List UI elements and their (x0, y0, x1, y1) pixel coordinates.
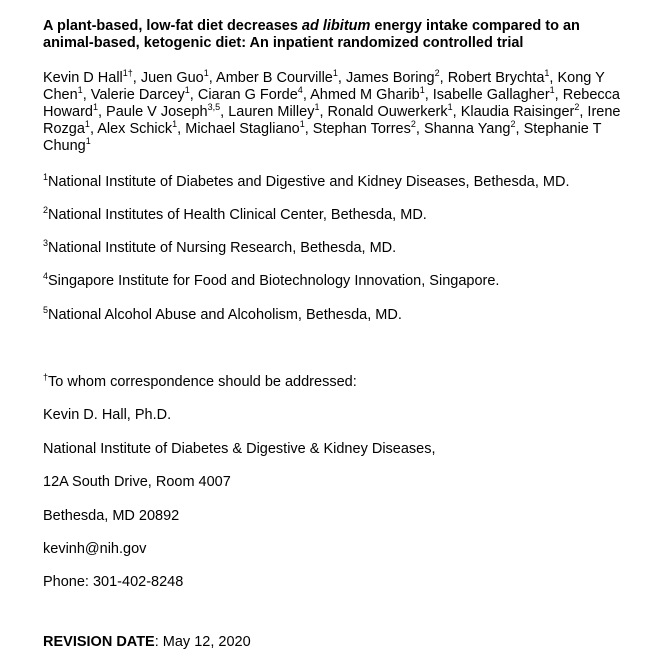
revision-separator: : (154, 634, 159, 650)
author-name: Klaudia Raisinger (460, 104, 575, 120)
correspondence-street: 12A South Drive, Room 4007 (43, 474, 231, 490)
author-name: Valerie Darcey (90, 87, 185, 103)
author-affiliation-marker: 1 (419, 85, 425, 96)
author-affiliation-marker: 2 (574, 102, 580, 113)
affiliation-marker: 2 (43, 205, 49, 216)
title-italic: ad libitum (301, 18, 371, 34)
correspondence-heading-text: To whom correspondence should be addressed: (48, 374, 357, 390)
author-name: Paule V Joseph (106, 104, 208, 120)
correspondence-institution: National Institute of Diabetes & Digestive & Kidney Diseases, (43, 441, 436, 457)
correspondence-marker: † (43, 372, 49, 383)
correspondence-email[interactable]: kevinh@nih.gov (43, 541, 147, 557)
author-name: Ronald Ouwerkerk (327, 104, 448, 120)
author (141, 70, 209, 86)
author-affiliation-marker: 1 (84, 119, 90, 130)
author-name: James Boring (345, 70, 435, 86)
author-name: Irene Rozga (43, 104, 621, 137)
title-part-1: A plant-based, low-fat diet decreases (43, 18, 302, 34)
author (216, 70, 338, 86)
author-affiliation-marker: 1 (332, 68, 338, 79)
affiliation-3 (43, 240, 396, 257)
author-affiliation-marker: 1 (544, 68, 550, 79)
affiliation-text: Singapore Institute for Food and Biotechnology Innovation, Singapore. (48, 273, 500, 289)
author (198, 87, 303, 103)
author (310, 87, 425, 103)
author-name: Rebecca Howard (43, 87, 620, 120)
author-affiliation-marker: 1 (77, 85, 83, 96)
author (328, 104, 453, 120)
author (346, 70, 440, 86)
affiliation-4 (43, 273, 499, 290)
author (91, 87, 190, 103)
author-name: Kevin D Hall (43, 70, 123, 86)
author-affiliation-marker: 1 (172, 119, 178, 130)
author (424, 121, 516, 137)
author-affiliation-marker: 1 (203, 68, 209, 79)
affiliation-marker: 1 (43, 172, 49, 183)
author-name: Juen Guo (140, 70, 204, 86)
author-name: Shanna Yang (423, 121, 511, 137)
correspondence-name: Kevin D. Hall, Ph.D. (43, 407, 172, 423)
revision-label: REVISION DATE (43, 634, 155, 650)
author (97, 121, 177, 137)
affiliation-1 (43, 174, 570, 191)
author-name: Alex Schick (97, 121, 173, 137)
author-affiliation-marker: 4 (297, 85, 303, 96)
author-name: Stephan Torres (312, 121, 411, 137)
author-affiliation-marker: 1† (122, 68, 133, 79)
correspondence-heading (43, 374, 357, 391)
author-name: Amber B Courville (216, 70, 333, 86)
author-name: Ahmed M Gharib (310, 87, 420, 103)
author-affiliation-marker: 1 (549, 85, 555, 96)
author-affiliation-marker: 2 (510, 119, 516, 130)
author-affiliation-marker: 1 (85, 136, 91, 147)
author-affiliation-marker: 3,5 (207, 102, 221, 113)
author-list: Kevin D Hall$^{1\dagger}$, Juen Guo$^1$, Amber B Courville$^1$, James Boring$^2$, Robert Brychta$^1$, Kong Y Chen$^1$, Valerie Darcey$^1$, Ciaran G Forde$^4$, Ahmed M Gharib$^1$, Isabelle Gallagher$^1$, Rebecca Howard$^1$, Paule V Joseph$^{3,5}$, Lauren Milley$^1$, Ronald Ouwerkerk$^1$, Klaudia Raisinger$^2$, Irene Rozga$^1$, Alex Schick$^1$, Michael Stagliano$^1$, Stephan Torres$^2$, Shanna Yang$^2$, Stephanie T Chung$^1$ (43, 68, 621, 154)
author (43, 70, 133, 86)
correspondence-phone: Phone: 301-402-8248 (43, 574, 184, 590)
author (461, 104, 580, 120)
affiliation-marker: 4 (43, 271, 49, 282)
title-part-2: energy intake compared to an animal-based, ketogenic diet: An inpatient randomized controlled trial (43, 18, 580, 51)
author-affiliation-marker: 2 (434, 68, 440, 79)
affiliation-2 (43, 207, 427, 224)
affiliation-5 (43, 307, 402, 324)
author-affiliation-marker: 2 (410, 119, 416, 130)
revision-date-value: May 12, 2020 (158, 634, 251, 650)
author (228, 104, 319, 120)
author-name: Stephanie T Chung (43, 121, 602, 154)
affiliation-marker: 3 (43, 238, 49, 249)
author-name: Michael Stagliano (185, 121, 300, 137)
author (106, 104, 220, 120)
author (448, 70, 550, 86)
author-name: Robert Brychta (447, 70, 545, 86)
revision-date (43, 634, 251, 651)
author-affiliation-marker: 1 (447, 102, 453, 113)
author-name: Kong Y Chen (43, 70, 605, 103)
author (185, 121, 304, 137)
affiliation-text: National Institute of Nursing Research, Bethesda, MD. (48, 240, 397, 256)
affiliation-text: National Institutes of Health Clinical Center, Bethesda, MD. (48, 207, 427, 223)
author (313, 121, 416, 137)
affiliation-text: National Institute of Diabetes and Digestive and Kidney Diseases, Bethesda, MD. (48, 174, 570, 190)
affiliation-marker: 5 (43, 305, 49, 316)
author-affiliation-marker: 1 (299, 119, 305, 130)
paper-title (43, 18, 623, 52)
author-affiliation-marker: 1 (184, 85, 190, 96)
author-affiliation-marker: 1 (92, 102, 98, 113)
author-name: Lauren Milley (228, 104, 315, 120)
author-affiliation-marker: 1 (314, 102, 320, 113)
author-name: Isabelle Gallagher (432, 87, 550, 103)
author-name: Ciaran G Forde (197, 87, 298, 103)
author (433, 87, 555, 103)
affiliation-text: National Alcohol Abuse and Alcoholism, Bethesda, MD. (48, 307, 402, 323)
correspondence-city: Bethesda, MD 20892 (43, 508, 180, 524)
